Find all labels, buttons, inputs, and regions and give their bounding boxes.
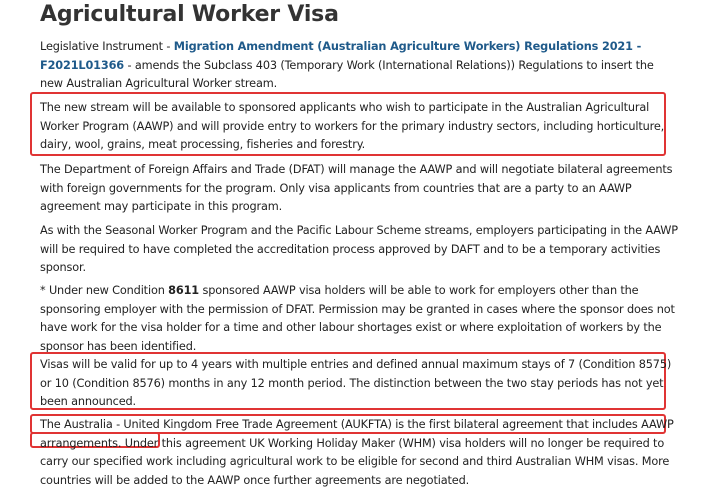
aukfta-highlight-text: The Australia - United Kingdom Free Trade Agreement (AUKFTA) is the first bilateral agreement that includes AAWP arrangements.	[40, 418, 674, 450]
intro-suffix: amends the Subclass 403 (Temporary Work (International Relations)) Regulations to insert the new Australian Agricultural Worker stream.	[40, 58, 654, 90]
page-title: Agricultural Worker Visa	[40, 2, 339, 27]
stream-paragraph: The new stream will be available to sponsored applicants who wish to participate in the Australian Agricultural Worker Program (AAWP) and will provide entry to workers for the primary industry sectors, including horticulture, dairy, wool, grains, meat processing, fisheries and forestry.	[40, 101, 665, 151]
condition-suffix: sponsored AAWP visa holders will be able to work for employers other than the sponsoring employer with the permission of DFAT. Permission may be granted in cases where the sponsor does not have work for the visa holder for a time and other labour shortages exist or where exploitation of workers by the sponsor has been identified.	[40, 284, 675, 353]
dfat-paragraph: The Department of Foreign Affairs and Trade (DFAT) will manage the AAWP and will negotiate bilateral agreements with foreign governments for the program. Only visa applicants from countries that are a party to an AAWP agreement may participate in this program.	[40, 163, 673, 213]
intro-paragraph	[40, 38, 680, 94]
condition-prefix: * Under new Condition	[40, 284, 169, 297]
intro-prefix: Legislative Instrument -	[40, 40, 174, 53]
condition-paragraph	[40, 282, 680, 356]
aukfta-paragraph	[40, 416, 680, 490]
aukfta-rest-text: Under this agreement UK Working Holiday Maker (WHM) visa holders will no longer be required to carry our specified work including agricultural work to be eligible for second and third Australian WHM visas. More countries will be added to the AAWP once further agreements are negotiated.	[40, 436, 670, 487]
intro-dash: -	[124, 58, 135, 72]
condition-code: 8611	[168, 284, 200, 297]
validity-paragraph: Visas will be valid for up to 4 years with multiple entries and defined annual maximum stays of 7 (Condition 8575) or 10 (Condition 8576) months in any 12 month period. The distinction between the two stay periods has not yet been announced.	[40, 358, 672, 408]
seasonal-paragraph: As with the Seasonal Worker Program and the Pacific Labour Scheme streams, employers participating in the AAWP will be required to have completed the accreditation process approved by DAFT and to be a temporary activities sponsor.	[40, 224, 678, 274]
regulation-link[interactable]: Migration Amendment (Australian Agriculture Workers) Regulations 2021 - F2021L01366	[40, 40, 642, 72]
